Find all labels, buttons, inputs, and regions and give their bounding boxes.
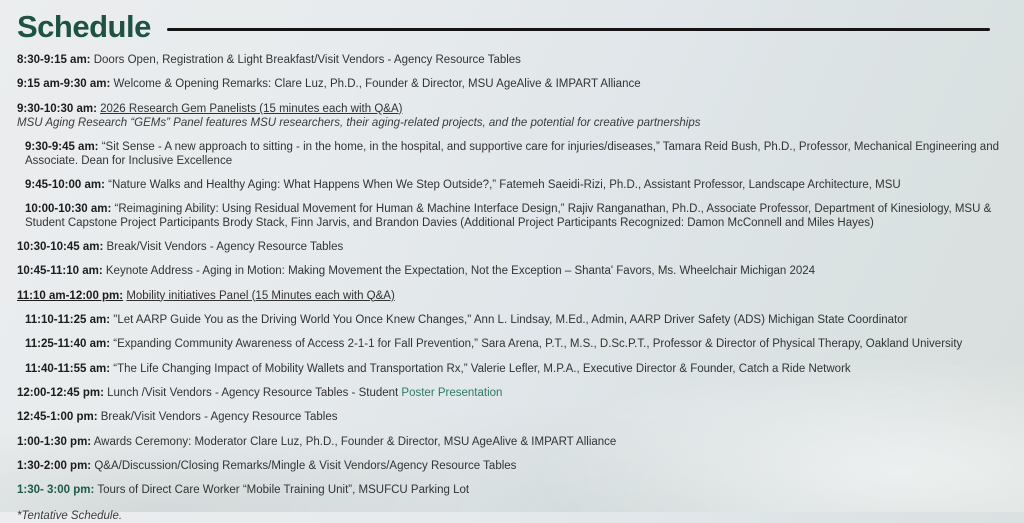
- schedule-item: [17, 179, 1012, 192]
- schedule-item-text: “The Life Changing Impact of Mobility Wallets and Transportation Rx,” Valerie Lefler, M.P.A., Executive Director & Founder, Catch a Ride Network: [113, 362, 851, 375]
- tentative-schedule-note: *Tentative Schedule.: [17, 509, 123, 522]
- schedule-item-text: Tours of Direct Care Worker “Mobile Training Unit”, MSUFCU Parking Lot: [97, 484, 470, 497]
- schedule-item: [17, 78, 1012, 91]
- schedule-item-text: “Sit Sense - A new approach to sitting - in the home, in the hospital, and supportive care for injuries/diseases,” Tamara Reid Bush, Ph.D., Professor, Mechanical Engineering and Associate. Dean for Inclusive Excellence: [25, 141, 999, 167]
- schedule-item-text: Lunch /Visit Vendors - Agency Resource Tables - Student: [107, 386, 402, 399]
- schedule-item-time: 9:15 am-9:30 am:: [17, 78, 111, 91]
- schedule-item-text: Mobility initiatives Panel (15 Minutes each with Q&A): [126, 289, 395, 302]
- schedule-item: [17, 436, 1012, 449]
- schedule-item-time: 12:45-1:00 pm:: [17, 411, 98, 424]
- schedule-item-subtitle: MSU Aging Research “GEMs” Panel features MSU researchers, their aging-related projects, and the potential for creative partnerships: [17, 116, 701, 129]
- schedule-item: [17, 338, 1012, 351]
- schedule-item-text: “Nature Walks and Healthy Aging: What Happens When We Step Outside?,” Fatemeh Saeidi-Rizi, Ph.D., Assistant Professor, Landscape Architecture, MSU: [108, 178, 901, 191]
- schedule-item-time: 12:00-12:45 pm:: [17, 386, 104, 399]
- schedule-item-text: Q&A/Discussion/Closing Remarks/Mingle & Visit Vendors/Agency Resource Tables: [94, 459, 517, 472]
- schedule-item: [17, 265, 1012, 278]
- schedule-item-text: Welcome & Opening Remarks: Clare Luz, Ph.D., Founder & Director, MSU AgeAlive & IMPART Alliance: [113, 78, 641, 91]
- schedule-item-time: 10:00-10:30 am:: [25, 203, 112, 216]
- schedule-item: [17, 460, 1012, 473]
- schedule-item: [17, 290, 1012, 303]
- schedule-item-time: 11:10-11:25 am:: [25, 313, 111, 326]
- schedule-item-time: 10:45-11:10 am:: [17, 265, 103, 278]
- schedule-item-text: Keynote Address - Aging in Motion: Making Movement the Expectation, Not the Exception – Shanta' Favors, Ms. Wheelchair Michigan 2024: [105, 265, 816, 278]
- schedule-item-text: “Reimagining Ability: Using Residual Movement for Human & Machine Interface Design,” Rajiv Ranganathan, Ph.D., Associate Professor, Department of Kinesiology, MSU & Student Capstone Project Participants Brody Stack, Finn Jarvis, and Brandon Davies (Additional Project Participants Recognized: Damon McConnell and Miles Hayes): [25, 203, 992, 229]
- schedule-list: [0, 46, 1024, 498]
- schedule-item-text: Break/Visit Vendors - Agency Resource Tables: [106, 240, 344, 253]
- page-title: Schedule: [17, 9, 151, 44]
- schedule-item: [17, 141, 1012, 168]
- schedule-item-time: 11:25-11:40 am:: [25, 338, 111, 351]
- schedule-item-time: 11:40-11:55 am:: [25, 362, 111, 375]
- schedule-item: [17, 484, 1012, 497]
- schedule-item: [17, 314, 1012, 327]
- schedule-item-time: 9:30-9:45 am:: [25, 141, 99, 154]
- schedule-item-text: Awards Ceremony: Moderator Clare Luz, Ph.D., Founder & Director, MSU AgeAlive & IMPART Alliance: [93, 435, 617, 448]
- schedule-item-text: Doors Open, Registration & Light Breakfast/Visit Vendors - Agency Resource Tables: [93, 54, 521, 66]
- schedule-item-time: 11:10 am-12:00 pm:: [17, 289, 124, 302]
- schedule-item-time: 9:45-10:00 am:: [25, 178, 105, 191]
- schedule-item-time: 1:30-2:00 pm:: [17, 459, 92, 472]
- page-header: [0, 0, 1024, 46]
- schedule-item: [17, 363, 1012, 376]
- poster-presentation-link[interactable]: Poster Presentation: [401, 386, 503, 399]
- schedule-item-text: Break/Visit Vendors - Agency Resource Tables: [100, 411, 338, 424]
- schedule-item: [17, 203, 1012, 230]
- schedule-item-time: 10:30-10:45 am:: [17, 240, 104, 253]
- header-divider-line: [167, 28, 990, 31]
- schedule-item: [17, 54, 1012, 67]
- schedule-item: [17, 103, 1012, 131]
- schedule-item: [17, 387, 1012, 400]
- schedule-item-text: “Expanding Community Awareness of Access 2-1-1 for Fall Prevention,” Sara Arena, P.T., M.S., D.Sc.P.T., Professor & Director of Physical Therapy, Oakland University: [113, 338, 963, 351]
- schedule-item-text: 2026 Research Gem Panelists (15 minutes each with Q&A): [100, 102, 403, 115]
- schedule-item-time: 1:00-1:30 pm:: [17, 435, 92, 448]
- schedule-item-time: 9:30-10:30 am:: [17, 102, 97, 115]
- schedule-item: [17, 411, 1012, 424]
- schedule-item-time: 1:30- 3:00 pm:: [17, 484, 95, 497]
- schedule-item: [17, 241, 1012, 254]
- schedule-item-time: 8:30-9:15 am:: [17, 54, 91, 66]
- schedule-item-text: "Let AARP Guide You as the Driving World You Once Knew Changes," Ann L. Lindsay, M.Ed., Admin, AARP Driver Safety (ADS) Michigan State Coordinator: [113, 313, 908, 326]
